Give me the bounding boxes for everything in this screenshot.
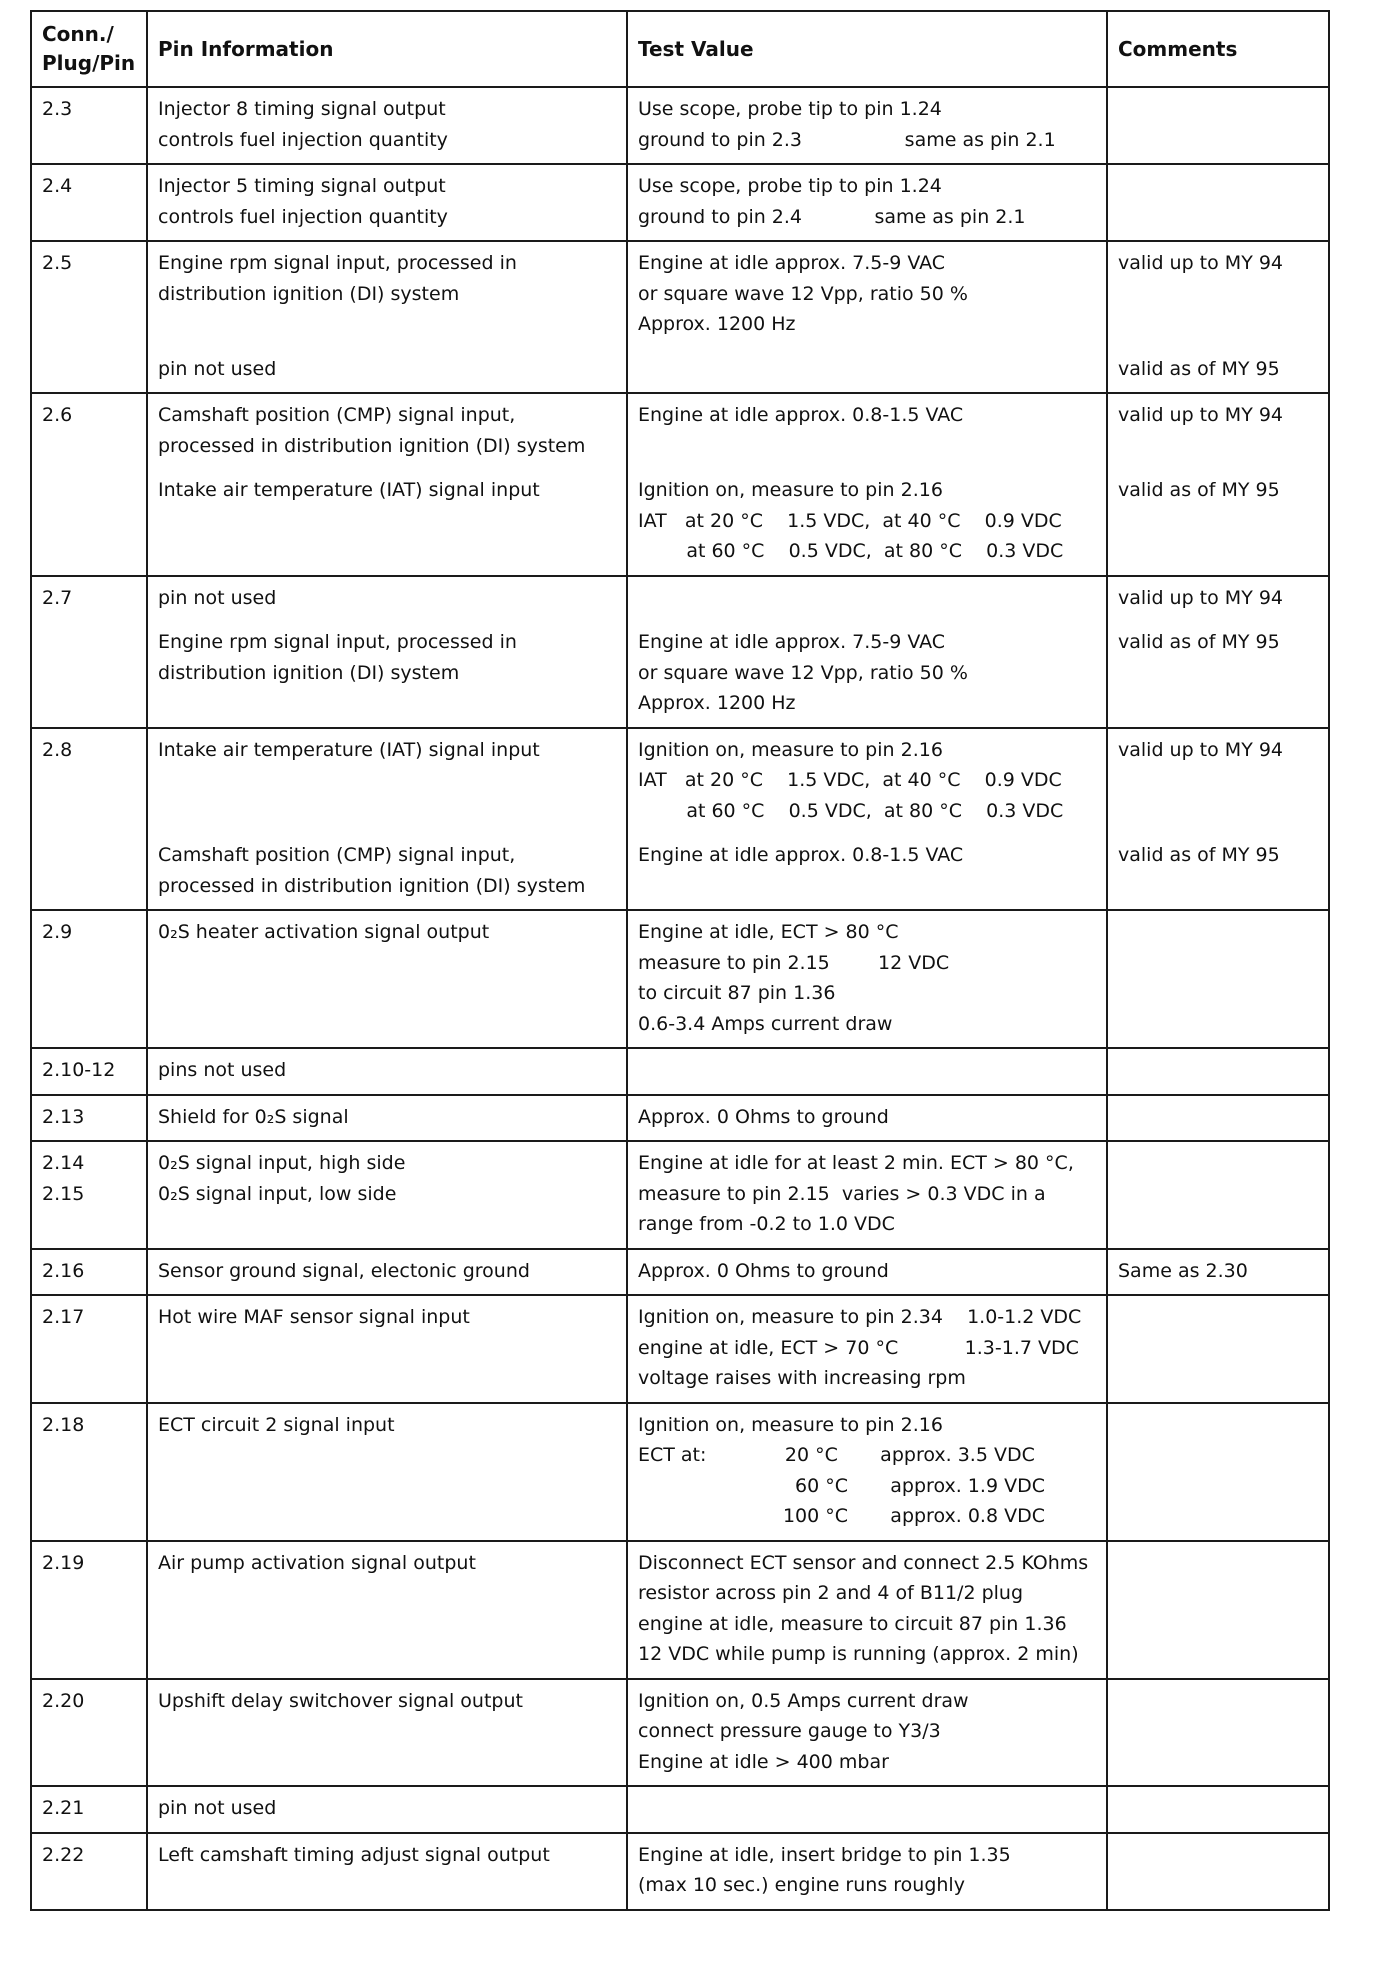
test-value-cell <box>627 1295 1107 1403</box>
header-conn-line2: Plug/Pin <box>42 51 136 75</box>
pin-number: 2.8 <box>42 738 73 761</box>
pin-info-text: distribution ignition (DI) system <box>158 661 460 684</box>
test-value-text: Ignition on, measure to pin 2.16 <box>638 1413 943 1436</box>
test-value-cell <box>627 728 1107 911</box>
table-row <box>31 1403 1329 1541</box>
test-value-text: Approx. 1200 Hz <box>638 313 796 335</box>
test-value-text: 60 °C approx. 1.9 VDC <box>638 1474 1045 1497</box>
pin-number: 2.21 <box>42 1797 85 1819</box>
comment-text <box>1118 1410 1318 1441</box>
cell-spacer <box>158 826 616 840</box>
pin-info-text: ECT circuit 2 signal input <box>158 1413 395 1436</box>
pin-cell <box>31 1833 147 1910</box>
pin-info-cell <box>147 910 627 1048</box>
cell-spacer <box>1118 279 1318 310</box>
pin-info-text: Camshaft position (CMP) signal input, <box>158 844 516 866</box>
table-row <box>31 1249 1329 1296</box>
pin-info-text: processed in distribution ignition (DI) system <box>158 874 586 897</box>
table-row <box>31 1141 1329 1249</box>
pin-info-text: Engine rpm signal input, processed in <box>158 631 517 653</box>
test-value-text: Approx. 0 Ohms to ground <box>638 1259 889 1282</box>
comment-text <box>1118 1102 1318 1133</box>
comments-cell <box>1107 393 1329 576</box>
pin-info-cell <box>147 1541 627 1679</box>
comment-text: valid as of MY 95 <box>1118 479 1280 501</box>
pin-info-text: Intake air temperature (IAT) signal input <box>158 479 540 501</box>
test-value-text: Use scope, probe tip to pin 1.24 <box>638 175 942 197</box>
pin-info-text: Upshift delay switchover signal output <box>158 1689 523 1712</box>
test-value-text: Engine at idle > 400 mbar <box>638 1750 889 1773</box>
test-value-text: (max 10 sec.) engine runs roughly <box>638 1874 965 1896</box>
table-row <box>31 1095 1329 1142</box>
comment-text: valid up to MY 94 <box>1118 738 1284 761</box>
test-value-text: measure to pin 2.15 12 VDC <box>638 951 950 974</box>
test-value-text: ground to pin 2.4 same as pin 2.1 <box>638 205 1026 228</box>
pin-table-page <box>30 10 1328 1911</box>
table-row <box>31 1786 1329 1833</box>
test-value-text: 12 VDC while pump is running (approx. 2 min) <box>638 1643 1079 1665</box>
pin-number: 2.4 <box>42 175 73 197</box>
pin-cell <box>31 87 147 164</box>
test-value-text: Engine at idle approx. 7.5-9 VAC <box>638 252 946 274</box>
pin-number: 2.19 <box>42 1551 85 1574</box>
header-comments: Comments <box>1107 11 1329 87</box>
comments-cell <box>1107 1541 1329 1679</box>
pin-number: 2.15 <box>42 1182 85 1205</box>
comments-cell <box>1107 1249 1329 1296</box>
table-row <box>31 1679 1329 1787</box>
cell-spacer <box>158 796 616 827</box>
comments-cell <box>1107 1833 1329 1910</box>
comment-text: valid up to MY 94 <box>1118 404 1284 426</box>
pin-cell <box>31 910 147 1048</box>
test-value-text: Engine at idle, ECT > 80 °C <box>638 921 899 943</box>
test-value-cell <box>627 1141 1107 1249</box>
test-value-text: ground to pin 2.3 same as pin 2.1 <box>638 128 1056 151</box>
pin-info-cell <box>147 1048 627 1095</box>
pin-info-text: controls fuel injection quantity <box>158 128 448 151</box>
pin-number: 2.7 <box>42 586 73 609</box>
cell-spacer <box>1118 765 1318 796</box>
test-value-text: or square wave 12 Vpp, ratio 50 % <box>638 282 968 305</box>
test-value-cell <box>627 1786 1107 1833</box>
test-value-text: Ignition on, measure to pin 2.16 <box>638 479 943 501</box>
test-value-text: or square wave 12 Vpp, ratio 50 % <box>638 661 968 684</box>
header-test-value: Test Value <box>627 11 1107 87</box>
table-row <box>31 576 1329 728</box>
test-value-text: to circuit 87 pin 1.36 <box>638 982 836 1004</box>
test-value-cell <box>627 1249 1107 1296</box>
comment-text <box>1118 1302 1318 1333</box>
pin-number: 2.20 <box>42 1689 85 1712</box>
comments-cell <box>1107 576 1329 728</box>
test-value-cell <box>627 1095 1107 1142</box>
pin-info-cell <box>147 1295 627 1403</box>
test-value-text: range from -0.2 to 1.0 VDC <box>638 1213 895 1235</box>
test-value-text: engine at idle, ECT > 70 °C 1.3-1.7 VDC <box>638 1336 1079 1359</box>
comment-text <box>1118 1686 1318 1717</box>
test-value-cell <box>627 241 1107 393</box>
cell-spacer <box>1118 826 1318 840</box>
pin-cell <box>31 1141 147 1249</box>
test-value-text: Engine at idle approx. 7.5-9 VAC <box>638 631 946 653</box>
table-row <box>31 1295 1329 1403</box>
cell-spacer <box>1118 340 1318 354</box>
test-value-text <box>638 1793 1096 1824</box>
pin-info-text: Sensor ground signal, electonic ground <box>158 1259 530 1282</box>
test-value-text: connect pressure gauge to Y3/3 <box>638 1720 941 1742</box>
pin-info-text: 0₂S signal input, high side <box>158 1152 406 1174</box>
comments-cell <box>1107 1095 1329 1142</box>
cell-spacer <box>638 431 1096 462</box>
pin-number: 2.5 <box>42 252 73 274</box>
pin-number: 2.22 <box>42 1843 85 1866</box>
table-row <box>31 1048 1329 1095</box>
test-value-text <box>638 1055 1096 1086</box>
pin-cell <box>31 241 147 393</box>
test-value-cell <box>627 576 1107 728</box>
test-value-cell <box>627 1679 1107 1787</box>
table-row <box>31 1833 1329 1910</box>
test-value-text: Approx. 0 Ohms to ground <box>638 1105 889 1128</box>
test-value-text: Engine at idle, insert bridge to pin 1.35 <box>638 1843 1011 1866</box>
test-value-text: Ignition on, measure to pin 2.16 <box>638 738 943 761</box>
pin-info-text: pin not used <box>158 1797 277 1819</box>
pin-number: 2.17 <box>42 1306 85 1328</box>
pin-info-text: 0₂S signal input, low side <box>158 1182 397 1205</box>
comment-text: valid up to MY 94 <box>1118 252 1284 274</box>
pin-cell <box>31 728 147 911</box>
pin-info-cell <box>147 1833 627 1910</box>
pin-info-text: Hot wire MAF sensor signal input <box>158 1306 470 1328</box>
comment-text <box>1118 1840 1318 1871</box>
pin-number: 2.14 <box>42 1152 85 1174</box>
pin-cell <box>31 1541 147 1679</box>
pin-info-text: Intake air temperature (IAT) signal input <box>158 738 540 761</box>
pin-info-cell <box>147 1679 627 1787</box>
pin-info-cell <box>147 728 627 911</box>
cell-spacer <box>638 826 1096 840</box>
test-value-cell <box>627 87 1107 164</box>
pin-cell <box>31 1786 147 1833</box>
table-row <box>31 910 1329 1048</box>
test-value-text: Use scope, probe tip to pin 1.24 <box>638 98 942 120</box>
pin-info-text: controls fuel injection quantity <box>158 205 448 228</box>
test-value-cell <box>627 1541 1107 1679</box>
pin-info-text: 0₂S heater activation signal output <box>158 921 490 943</box>
header-conn-plug-pin <box>31 11 147 87</box>
comment-text: valid as of MY 95 <box>1118 844 1280 866</box>
test-value-text: at 60 °C 0.5 VDC, at 80 °C 0.3 VDC <box>638 540 1064 562</box>
comments-cell <box>1107 910 1329 1048</box>
test-value-text: Engine at idle approx. 0.8-1.5 VAC <box>638 404 964 426</box>
comment-text: valid as of MY 95 <box>1118 631 1280 653</box>
pin-info-text: processed in distribution ignition (DI) system <box>158 434 586 457</box>
comments-cell <box>1107 241 1329 393</box>
pin-cell <box>31 1403 147 1541</box>
pin-info-cell <box>147 576 627 728</box>
comment-text <box>1118 94 1318 125</box>
pin-cell <box>31 1295 147 1403</box>
pin-info-text: distribution ignition (DI) system <box>158 282 460 305</box>
test-value-text: Ignition on, measure to pin 2.34 1.0-1.2 VDC <box>638 1306 1082 1328</box>
comment-text <box>1118 1055 1318 1086</box>
table-row <box>31 1541 1329 1679</box>
pin-cell <box>31 1679 147 1787</box>
cell-spacer <box>638 583 1096 614</box>
test-value-text: Disconnect ECT sensor and connect 2.5 KOhms <box>638 1551 1089 1574</box>
pin-info-cell <box>147 1095 627 1142</box>
pin-info-cell <box>147 1249 627 1296</box>
test-value-text: Ignition on, 0.5 Amps current draw <box>638 1689 969 1712</box>
table-row <box>31 728 1329 911</box>
pin-cell <box>31 393 147 576</box>
comment-text: valid as of MY 95 <box>1118 357 1280 380</box>
comments-cell <box>1107 728 1329 911</box>
comment-text <box>1118 1793 1318 1824</box>
test-value-cell <box>627 164 1107 241</box>
test-value-text: ECT at: 20 °C approx. 3.5 VDC <box>638 1444 1035 1466</box>
cell-spacer <box>1118 431 1318 462</box>
comment-text: Same as 2.30 <box>1118 1259 1248 1282</box>
cell-spacer <box>158 613 616 627</box>
pin-number: 2.18 <box>42 1413 85 1436</box>
pin-cell <box>31 1095 147 1142</box>
test-value-text: IAT at 20 °C 1.5 VDC, at 40 °C 0.9 VDC <box>638 769 1062 791</box>
pin-info-cell <box>147 87 627 164</box>
cell-spacer <box>1118 309 1318 340</box>
pin-cell <box>31 1048 147 1095</box>
comments-cell <box>1107 1048 1329 1095</box>
pin-number: 2.6 <box>42 404 73 426</box>
cell-spacer <box>158 765 616 796</box>
comments-cell <box>1107 1295 1329 1403</box>
comments-cell <box>1107 1141 1329 1249</box>
comment-text: valid up to MY 94 <box>1118 586 1284 609</box>
pin-info-text: Injector 8 timing signal output <box>158 98 446 120</box>
test-value-text: voltage raises with increasing rpm <box>638 1367 966 1389</box>
pin-info-text: Engine rpm signal input, processed in <box>158 252 517 274</box>
header-pin-information: Pin Information <box>147 11 627 87</box>
cell-spacer <box>638 613 1096 627</box>
pin-info-cell <box>147 241 627 393</box>
cell-spacer <box>1118 796 1318 827</box>
test-value-cell <box>627 910 1107 1048</box>
pin-number: 2.13 <box>42 1105 85 1128</box>
test-value-text: IAT at 20 °C 1.5 VDC, at 40 °C 0.9 VDC <box>638 509 1062 532</box>
pin-info-text: Injector 5 timing signal output <box>158 175 446 197</box>
test-value-text: Approx. 1200 Hz <box>638 692 796 714</box>
table-header-row <box>31 11 1329 87</box>
comment-text <box>1118 917 1318 948</box>
pin-cell <box>31 1249 147 1296</box>
comments-cell <box>1107 1786 1329 1833</box>
test-value-text: engine at idle, measure to circuit 87 pin 1.36 <box>638 1612 1067 1635</box>
test-value-text: Engine at idle for at least 2 min. ECT > 80 °C, <box>638 1152 1074 1174</box>
table-row <box>31 164 1329 241</box>
comments-cell <box>1107 87 1329 164</box>
cell-spacer <box>1118 461 1318 475</box>
test-value-text: 100 °C approx. 0.8 VDC <box>638 1505 1045 1527</box>
pin-info-text: Left camshaft timing adjust signal output <box>158 1843 550 1866</box>
comment-text <box>1118 1148 1318 1179</box>
pin-number: 2.9 <box>42 921 73 943</box>
pin-info-cell <box>147 164 627 241</box>
test-value-text: at 60 °C 0.5 VDC, at 80 °C 0.3 VDC <box>638 799 1064 822</box>
test-value-text: 0.6-3.4 Amps current draw <box>638 1012 893 1035</box>
pin-info-text: pin not used <box>158 357 277 380</box>
pin-number: 2.16 <box>42 1259 85 1282</box>
pin-info-text: Camshaft position (CMP) signal input, <box>158 404 516 426</box>
pin-info-cell <box>147 1403 627 1541</box>
comment-text <box>1118 1548 1318 1579</box>
pin-info-cell <box>147 393 627 576</box>
pin-info-text: Air pump activation signal output <box>158 1551 476 1574</box>
test-value-text: Engine at idle approx. 0.8-1.5 VAC <box>638 844 964 866</box>
table-row <box>31 87 1329 164</box>
test-value-cell <box>627 1403 1107 1541</box>
test-value-text: measure to pin 2.15 varies > 0.3 VDC in a <box>638 1182 1046 1205</box>
pin-info-text: pin not used <box>158 586 277 609</box>
table-row <box>31 241 1329 393</box>
table-row <box>31 393 1329 576</box>
comments-cell <box>1107 1403 1329 1541</box>
comments-cell <box>1107 164 1329 241</box>
comment-text <box>1118 171 1318 202</box>
pin-cell <box>31 576 147 728</box>
test-value-cell <box>627 393 1107 576</box>
test-value-cell <box>627 1048 1107 1095</box>
test-value-cell <box>627 1833 1107 1910</box>
cell-spacer <box>158 309 616 340</box>
pin-info-cell <box>147 1141 627 1249</box>
comments-cell <box>1107 1679 1329 1787</box>
header-conn-line1: Conn./ <box>42 22 114 46</box>
pin-number: 2.10-12 <box>42 1059 116 1081</box>
cell-spacer <box>158 461 616 475</box>
pin-info-text: pins not used <box>158 1059 287 1081</box>
pin-info-cell <box>147 1786 627 1833</box>
pin-test-table <box>30 10 1330 1911</box>
test-value-text: resistor across pin 2 and 4 of B11/2 plug <box>638 1582 1024 1604</box>
pin-info-text: Shield for 0₂S signal <box>158 1105 349 1128</box>
cell-spacer <box>158 340 616 354</box>
pin-number: 2.3 <box>42 98 73 120</box>
cell-spacer <box>638 461 1096 475</box>
cell-spacer <box>1118 613 1318 627</box>
pin-cell <box>31 164 147 241</box>
